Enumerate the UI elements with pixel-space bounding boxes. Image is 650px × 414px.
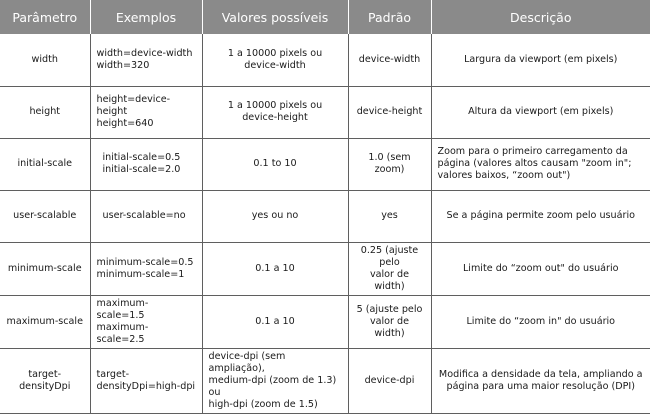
header-row [0, 0, 650, 34]
cell-valores: 1 a 10000 pixels ou device-height [202, 86, 348, 138]
header-padrao: Padrão [348, 0, 431, 34]
cell-parametro: target-densityDpi [0, 348, 90, 413]
header-parametro: Parâmetro [0, 0, 90, 34]
cell-valores: 1 a 10000 pixels ou device-width [202, 34, 348, 86]
cell-valores: 0.1 a 10 [202, 295, 348, 348]
header-exemplos: Exemplos [90, 0, 202, 34]
cell-parametro: minimum-scale [0, 242, 90, 295]
cell-exemplos: minimum-scale=0.5 minimum-scale=1 [90, 242, 202, 295]
cell-padrao: device-height [348, 86, 431, 138]
cell-exemplos: user-scalable=no [90, 190, 202, 242]
cell-parametro: initial-scale [0, 138, 90, 190]
table-body [0, 34, 650, 413]
cell-descricao: Zoom para o primeiro carregamento da página (valores altos causam "zoom in"; valores baixos, “zoom out") [431, 138, 650, 190]
cell-valores: device-dpi (sem ampliação), medium-dpi (zoom de 1.3) ou high-dpi (zoom de 1.5) [202, 348, 348, 413]
cell-descricao: Largura da viewport (em pixels) [431, 34, 650, 86]
cell-padrao: yes [348, 190, 431, 242]
cell-valores: yes ou no [202, 190, 348, 242]
cell-parametro: height [0, 86, 90, 138]
cell-exemplos: initial-scale=0.5 initial-scale=2.0 [90, 138, 202, 190]
cell-padrao: 0.25 (ajuste pelo valor de width) [348, 242, 431, 295]
table-row [0, 86, 650, 138]
cell-exemplos: height=device-height height=640 [90, 86, 202, 138]
cell-parametro: maximum-scale [0, 295, 90, 348]
cell-padrao: 5 (ajuste pelo valor de width) [348, 295, 431, 348]
cell-descricao: Limite do “zoom in" do usuário [431, 295, 650, 348]
table-row [0, 138, 650, 190]
table-row [0, 295, 650, 348]
cell-parametro: width [0, 34, 90, 86]
cell-padrao: device-width [348, 34, 431, 86]
cell-descricao: Limite do “zoom out" do usuário [431, 242, 650, 295]
header-valores: Valores possíveis [202, 0, 348, 34]
cell-exemplos: target- densityDpi=high-dpi [90, 348, 202, 413]
cell-padrao: 1.0 (sem zoom) [348, 138, 431, 190]
table-row [0, 242, 650, 295]
cell-descricao: Se a página permite zoom pelo usuário [431, 190, 650, 242]
cell-descricao: Modifica a densidade da tela, ampliando a página para uma maior resolução (DPI) [431, 348, 650, 413]
cell-exemplos: width=device-width width=320 [90, 34, 202, 86]
cell-valores: 0.1 a 10 [202, 242, 348, 295]
table-row [0, 34, 650, 86]
cell-parametro: user-scalable [0, 190, 90, 242]
cell-valores: 0.1 to 10 [202, 138, 348, 190]
cell-exemplos: maximum-scale=1.5 maximum-scale=2.5 [90, 295, 202, 348]
cell-padrao: device-dpi [348, 348, 431, 413]
table-header [0, 0, 650, 34]
table-row [0, 348, 650, 413]
header-descricao: Descrição [431, 0, 650, 34]
table-row [0, 190, 650, 242]
cell-descricao: Altura da viewport (em pixels) [431, 86, 650, 138]
